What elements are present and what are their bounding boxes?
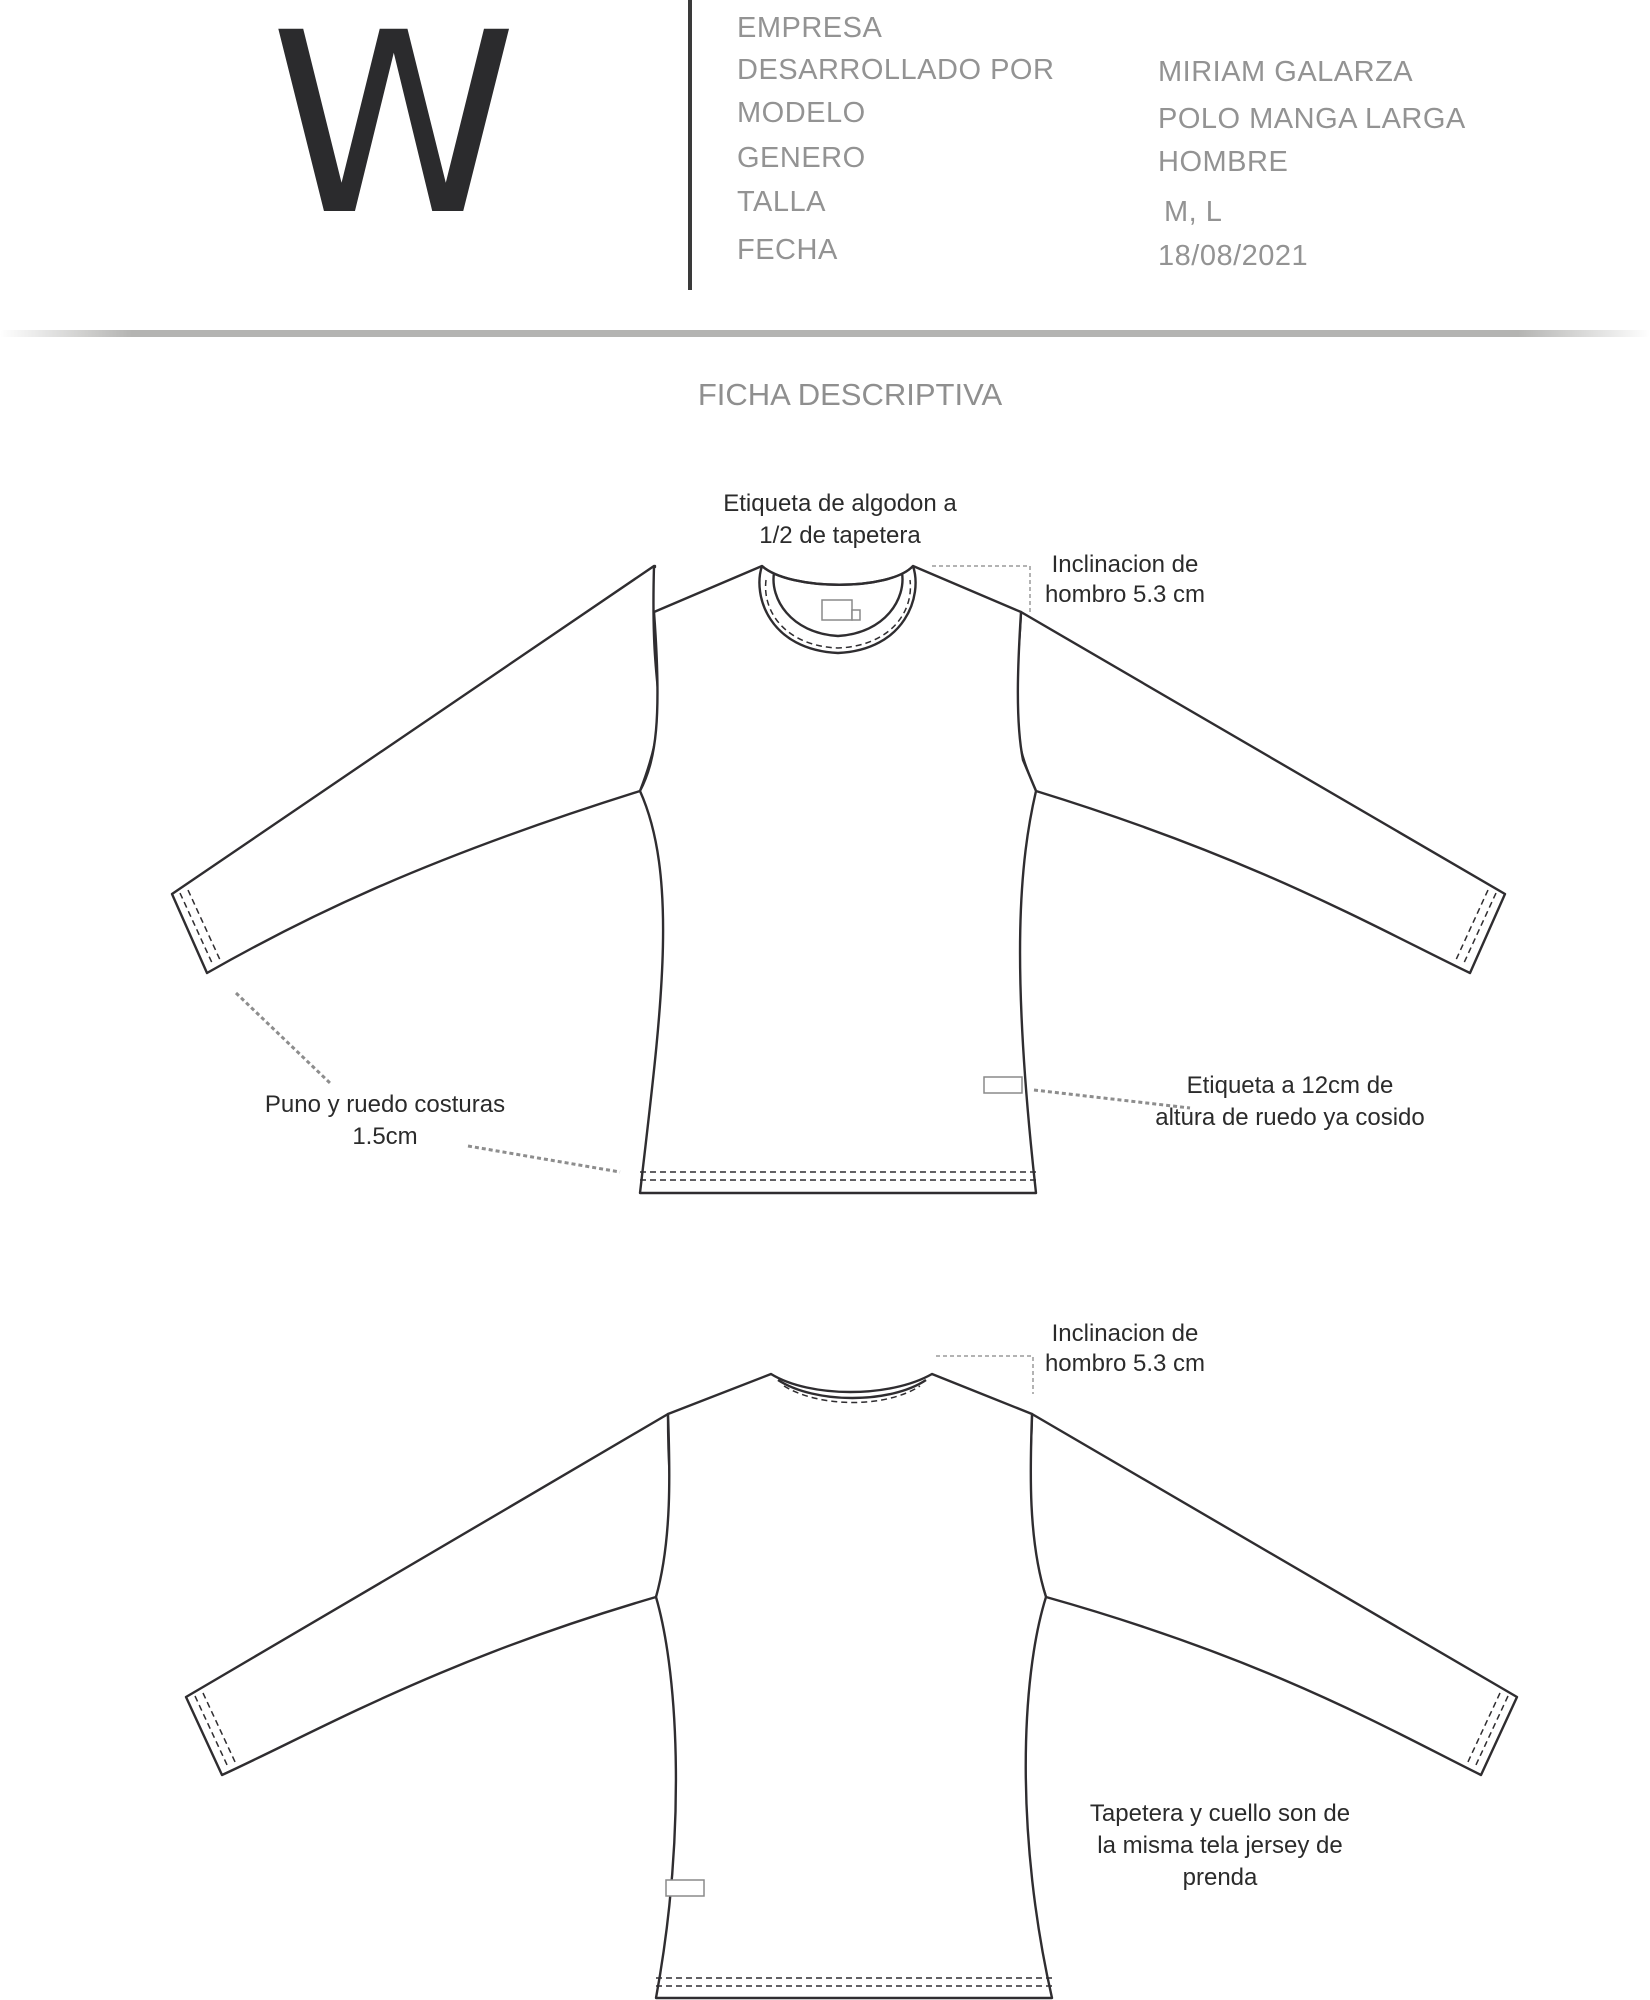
front-cuff-leader xyxy=(236,993,330,1083)
front-side-label-note-line-2: altura de ruedo ya cosido xyxy=(1155,1104,1425,1131)
back-left-sleeve xyxy=(186,1414,671,1775)
value-desarrollado-por: MIRIAM GALARZA xyxy=(1158,56,1414,88)
front-neck-label-tab xyxy=(852,610,860,620)
front-neck-label xyxy=(822,600,852,620)
front-neck-label-note xyxy=(700,488,980,552)
back-right-sleeve xyxy=(1030,1414,1517,1775)
back-side-label xyxy=(666,1880,704,1896)
front-side-label-note-line-1: Etiqueta a 12cm de xyxy=(1186,1072,1394,1099)
front-neck-label-note-line-2: 1/2 de tapetera xyxy=(759,522,921,549)
front-side-label xyxy=(984,1077,1022,1093)
back-fabric-note-line-1: Tapetera y cuello son de xyxy=(1089,1800,1351,1827)
back-fabric-note-line-3: prenda xyxy=(1182,1864,1258,1891)
label-fecha: FECHA xyxy=(737,234,838,266)
back-fabric-note-line-2: la misma tela jersey de xyxy=(1097,1832,1343,1859)
front-body xyxy=(640,566,1036,1193)
front-right-sleeve xyxy=(1016,612,1505,973)
front-neck-label-note-line-1: Etiqueta de algodon a xyxy=(723,490,957,517)
back-shoulder-note-line-1: Inclinacion de xyxy=(1051,1320,1199,1347)
front-cuff-hem-note-line-2: 1.5cm xyxy=(352,1123,418,1150)
label-genero: GENERO xyxy=(737,142,866,174)
front-shoulder-note-line-2: hombro 5.3 cm xyxy=(1044,581,1206,608)
back-shoulder-note xyxy=(1020,1319,1230,1379)
value-talla: M, L xyxy=(1164,196,1223,228)
label-talla: TALLA xyxy=(737,186,827,218)
value-modelo: POLO MANGA LARGA xyxy=(1158,103,1466,135)
back-fabric-note xyxy=(1070,1798,1370,1894)
label-empresa: EMPRESA xyxy=(737,12,883,44)
front-cuff-hem-note xyxy=(235,1089,535,1153)
front-shoulder-note xyxy=(1020,550,1230,610)
value-genero: HOMBRE xyxy=(1158,146,1289,178)
label-desarrollado-por: DESARROLLADO POR xyxy=(737,54,1055,86)
value-fecha: 18/08/2021 xyxy=(1158,240,1309,272)
front-side-label-note xyxy=(1140,1070,1440,1134)
back-body xyxy=(656,1374,1052,1998)
back-view xyxy=(186,1356,1517,1998)
back-shoulder-note-line-2: hombro 5.3 cm xyxy=(1044,1350,1206,1377)
brand-logo: W xyxy=(270,0,518,270)
front-left-sleeve-shape xyxy=(172,566,659,973)
front-cuff-hem-note-line-1: Puno y ruedo costuras xyxy=(264,1091,506,1118)
front-shoulder-note-line-1: Inclinacion de xyxy=(1051,551,1199,578)
section-title: FICHA DESCRIPTIVA xyxy=(697,377,1003,412)
label-modelo: MODELO xyxy=(737,97,866,129)
